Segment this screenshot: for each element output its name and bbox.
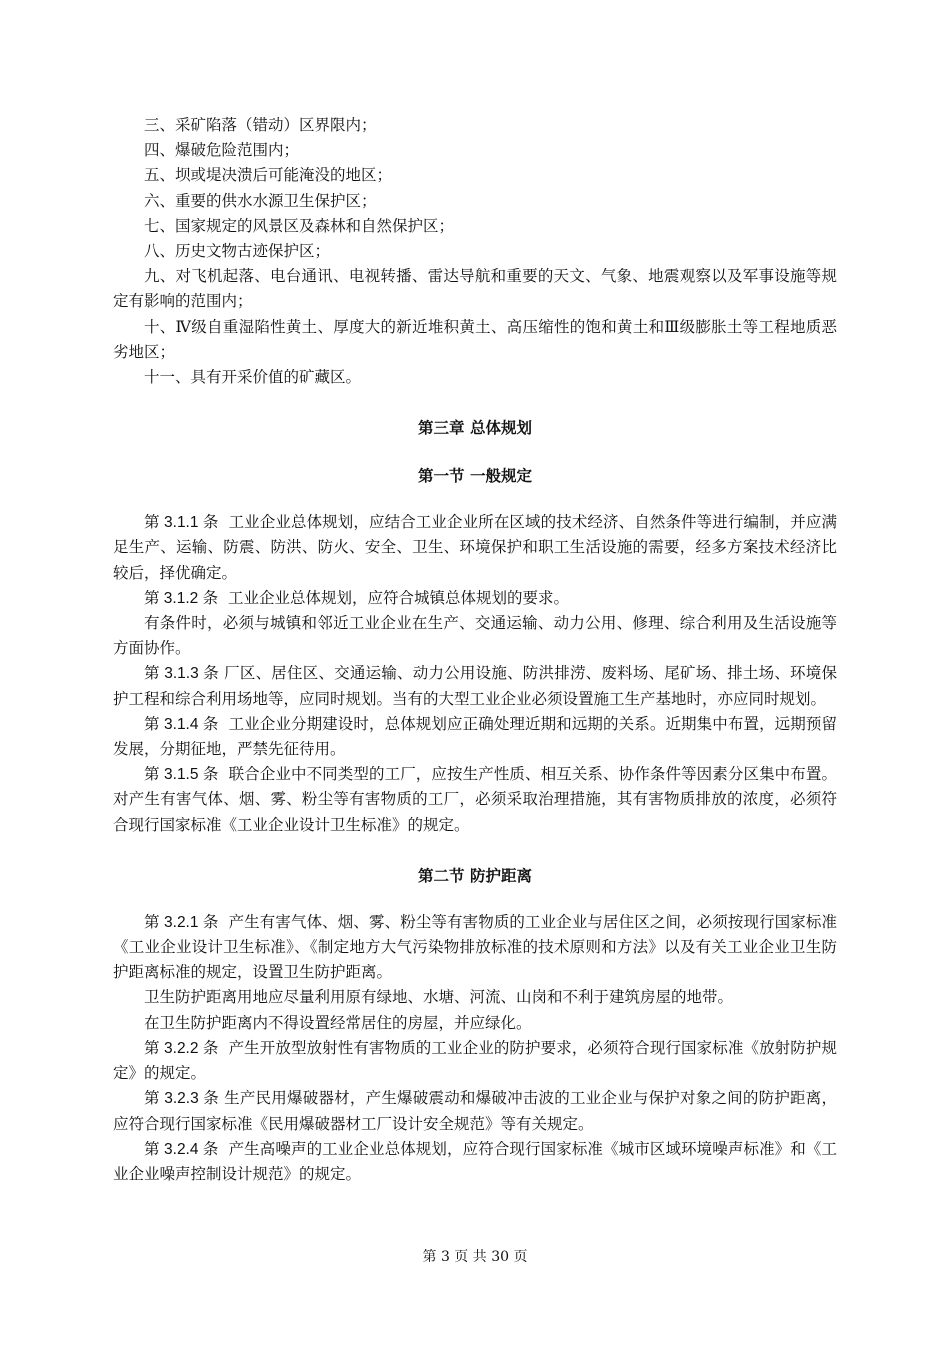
document-page bbox=[113, 113, 837, 1187]
list-item: 三、采矿陷落（错动）区界限内； bbox=[144, 116, 377, 134]
article-3-1-3 bbox=[113, 661, 837, 711]
paragraph: 卫生防护距离用地应尽量利用原有绿地、水塘、河流、山岗和不利于建筑房屋的地带。 bbox=[144, 988, 734, 1007]
article-label: 第 3.2.3 条 bbox=[144, 1090, 219, 1108]
article-text: 产生开放型放射性有害物质的工业企业的防护要求，必须符合现行国家标准《放射防护规定》的规定。 bbox=[113, 1038, 837, 1083]
article-3-2-3 bbox=[113, 1086, 837, 1136]
list-item: 十、Ⅳ级自重湿陷性黄土、厚度大的新近堆积黄土、高压缩性的饱和黄土和Ⅲ级膨胀土等工程地质恶劣地区； bbox=[113, 317, 837, 361]
article-3-2-1 bbox=[113, 910, 837, 986]
article-3-1-4 bbox=[113, 712, 837, 762]
article-label: 第 3.1.5 条 bbox=[144, 766, 219, 784]
article-label: 第 3.1.1 条 bbox=[144, 514, 219, 532]
article-label: 第 3.1.4 条 bbox=[144, 715, 219, 733]
list-item: 八、历史文物古迹保护区； bbox=[144, 242, 331, 261]
article-text: 产生有害气体、烟、雾、粉尘等有害物质的工业企业与居住区之间，必须按现行国家标准《工业企业设计卫生标准》、《制定地方大气污染物排放标准的技术原则和方法》以及有关工业企业卫生防护距离标准的规定，设置卫生防护距离。 bbox=[113, 912, 837, 982]
list-item: 七、国家规定的风景区及森林和自然保护区； bbox=[144, 216, 455, 235]
article-text: 工业企业分期建设时，总体规划应正确处理近期和远期的关系。近期集中布置，远期预留发展，分期征地，严禁先征待用。 bbox=[113, 714, 837, 759]
section-title: 第一节 一般规定 bbox=[418, 467, 532, 486]
paragraph: 有条件时，必须与城镇和邻近工业企业在生产、交通运输、动力公用、修理、综合利用及生活设施等方面协作。 bbox=[113, 614, 837, 658]
article-text: 工业企业总体规划，应符合城镇总体规划的要求。 bbox=[227, 588, 569, 607]
list-item: 六、重要的供水水源卫生保护区； bbox=[144, 191, 377, 210]
list-item: 九、对飞机起落、电台通讯、电视转播、雷达导航和重要的天文、气象、地震观察以及军事设施等规定有影响的范围内； bbox=[113, 267, 837, 311]
page-footer: 第 3 页 共 30 页 bbox=[422, 1249, 528, 1265]
article-3-2-2 bbox=[113, 1036, 837, 1086]
article-label: 第 3.2.4 条 bbox=[144, 1140, 219, 1158]
article-label: 第 3.2.1 条 bbox=[144, 913, 219, 931]
list-item: 四、爆破危险范围内； bbox=[144, 141, 300, 160]
article-text: 厂区、居住区、交通运输、动力公用设施、防洪排涝、废料场、尾矿场、排土场、环境保护工程和综合利用场地等，应同时规划。当有的大型工业企业必须设置施工生产基地时，亦应同时规划。 bbox=[113, 664, 837, 708]
article-label: 第 3.2.2 条 bbox=[144, 1039, 219, 1057]
chapter-title: 第三章 总体规划 bbox=[418, 419, 532, 438]
article-text: 联合企业中不同类型的工厂，应按生产性质、相互关系、协作条件等因素分区集中布置。对产生有害气体、烟、雾、粉尘等有害物质的工厂，必须采取治理措施，其有害物质排放的浓度，必须符合现行国家标准《工业企业设计卫生标准》的规定。 bbox=[113, 765, 837, 834]
list-item: 十一、具有开采价值的矿藏区。 bbox=[144, 368, 362, 387]
list-item: 五、坝或堤决溃后可能淹没的地区； bbox=[144, 166, 393, 185]
article-text: 工业企业总体规划，应结合工业企业所在区域的技术经济、自然条件等进行编制，并应满足生产、运输、防震、防洪、防火、安全、卫生、环境保护和职工生活设施的需要，经多方案技术经济比较后，择优确定。 bbox=[113, 513, 837, 582]
section-title: 第二节 防护距离 bbox=[418, 866, 532, 885]
paragraph: 在卫生防护距离内不得设置经常居住的房屋，并应绿化。 bbox=[144, 1013, 532, 1032]
article-text: 生产民用爆破器材，产生爆破震动和爆破冲击波的工业企业与保护对象之间的防护距离，应符合现行国家标准《民用爆破器材工厂设计安全规范》等有关规定。 bbox=[113, 1089, 837, 1133]
article-3-2-4 bbox=[113, 1137, 837, 1187]
article-3-1-5 bbox=[113, 762, 837, 838]
article-3-1-2 bbox=[113, 586, 837, 611]
article-label: 第 3.1.2 条 bbox=[144, 589, 219, 607]
article-label: 第 3.1.3 条 bbox=[144, 665, 219, 683]
article-3-1-1 bbox=[113, 510, 837, 586]
article-text: 产生高噪声的工业企业总体规划，应符合现行国家标准《城市区域环境噪声标准》和《工业企业噪声控制设计规范》的规定。 bbox=[113, 1139, 837, 1183]
